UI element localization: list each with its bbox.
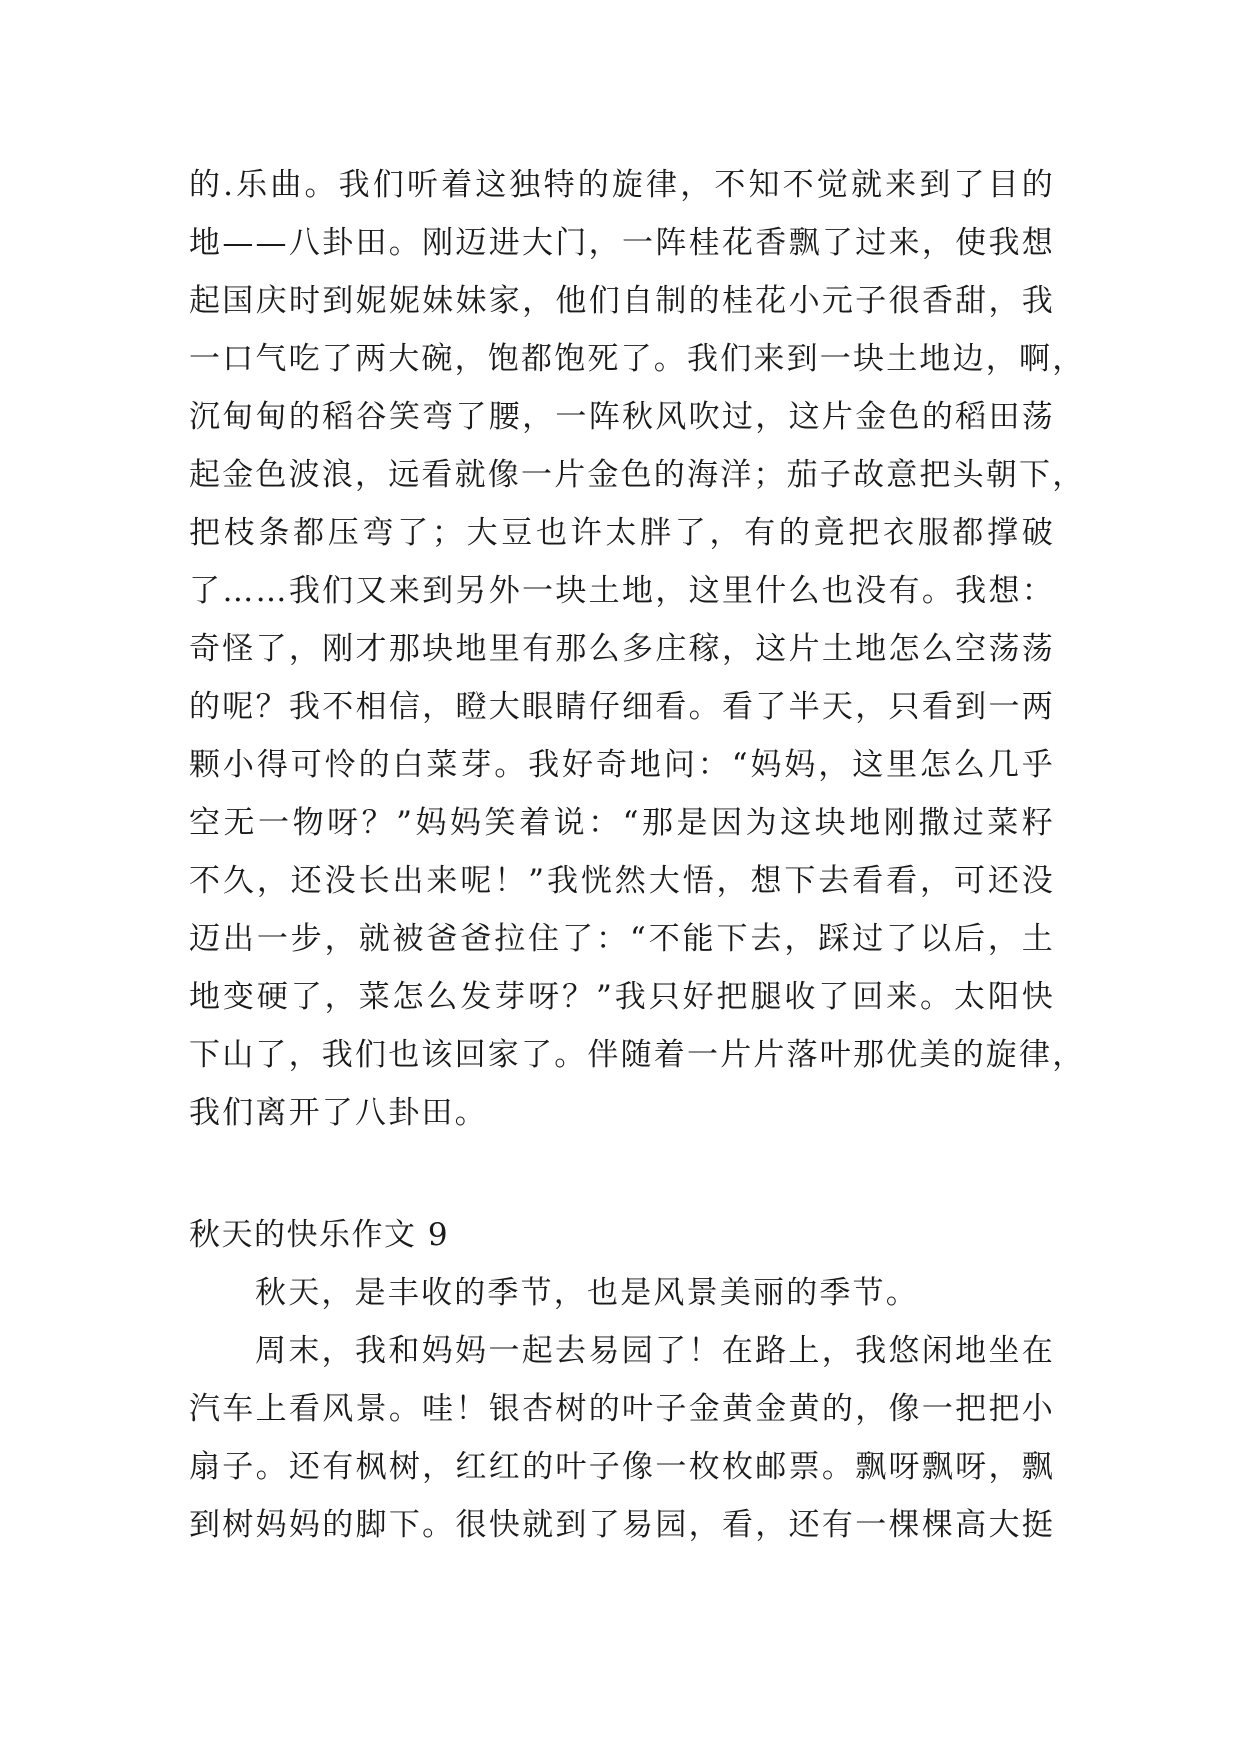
text-line: 了……我们又来到另外一块土地，这里什么也没有。我想： (189, 573, 1055, 609)
essay-paragraph-continued (189, 156, 1086, 1142)
text-line: 沉甸甸的稻谷笑弯了腰，一阵秋风吹过，这片金色的稻田荡 (189, 399, 1055, 435)
text-line: 的呢？我不相信，瞪大眼睛仔细看。看了半天，只看到一两 (189, 689, 1055, 725)
text-line: 起国庆时到妮妮妹妹家，他们自制的桂花小元子很香甜，我 (189, 283, 1055, 319)
text-line: 颗小得可怜的白菜芽。我好奇地问：“妈妈，这里怎么几乎 (189, 747, 1055, 783)
text-line: 奇怪了，刚才那块地里有那么多庄稼，这片土地怎么空荡荡 (189, 631, 1055, 667)
text-line: 地变硬了，菜怎么发芽呀？”我只好把腿收了回来。太阳快 (189, 979, 1055, 1015)
essay-body (189, 1264, 1055, 1554)
text-line: 周末，我和妈妈一起去易园了！在路上，我悠闲地坐在 (255, 1333, 1055, 1369)
text-line: 的.乐曲。我们听着这独特的旋律，不知不觉就来到了目的 (189, 167, 1055, 203)
text-line: 地——八卦田。刚迈进大门，一阵桂花香飘了过来，使我想 (189, 225, 1055, 261)
essay-title: 秋天的快乐作文 9 (189, 1217, 450, 1253)
text-line: 把枝条都压弯了；大豆也许太胖了，有的竟把衣服都撑破 (189, 515, 1055, 551)
text-line: 扇子。还有枫树，红红的叶子像一枚枚邮票。飘呀飘呀，飘 (189, 1449, 1055, 1485)
text-line: 起金色波浪，远看就像一片金色的海洋；茄子故意把头朝下， (189, 457, 1086, 493)
text-line: 迈出一步，就被爸爸拉住了：“不能下去，踩过了以后，土 (189, 921, 1055, 957)
text-line: 一口气吃了两大碗，饱都饱死了。我们来到一块土地边，啊， (189, 341, 1086, 377)
text-line: 空无一物呀？”妈妈笑着说：“那是因为这块地刚撒过菜籽 (189, 805, 1055, 841)
text-line: 汽车上看风景。哇！银杏树的叶子金黄金黄的，像一把把小 (189, 1391, 1055, 1427)
text-line: 秋天，是丰收的季节，也是风景美丽的季节。 (255, 1275, 919, 1311)
text-line: 下山了，我们也该回家了。伴随着一片片落叶那优美的旋律， (189, 1037, 1086, 1073)
text-line: 不久，还没长出来呢！”我恍然大悟，想下去看看，可还没 (189, 863, 1055, 899)
text-line: 我们离开了八卦田。 (189, 1095, 488, 1131)
text-line: 到树妈妈的脚下。很快就到了易园，看，还有一棵棵高大挺 (189, 1507, 1055, 1543)
